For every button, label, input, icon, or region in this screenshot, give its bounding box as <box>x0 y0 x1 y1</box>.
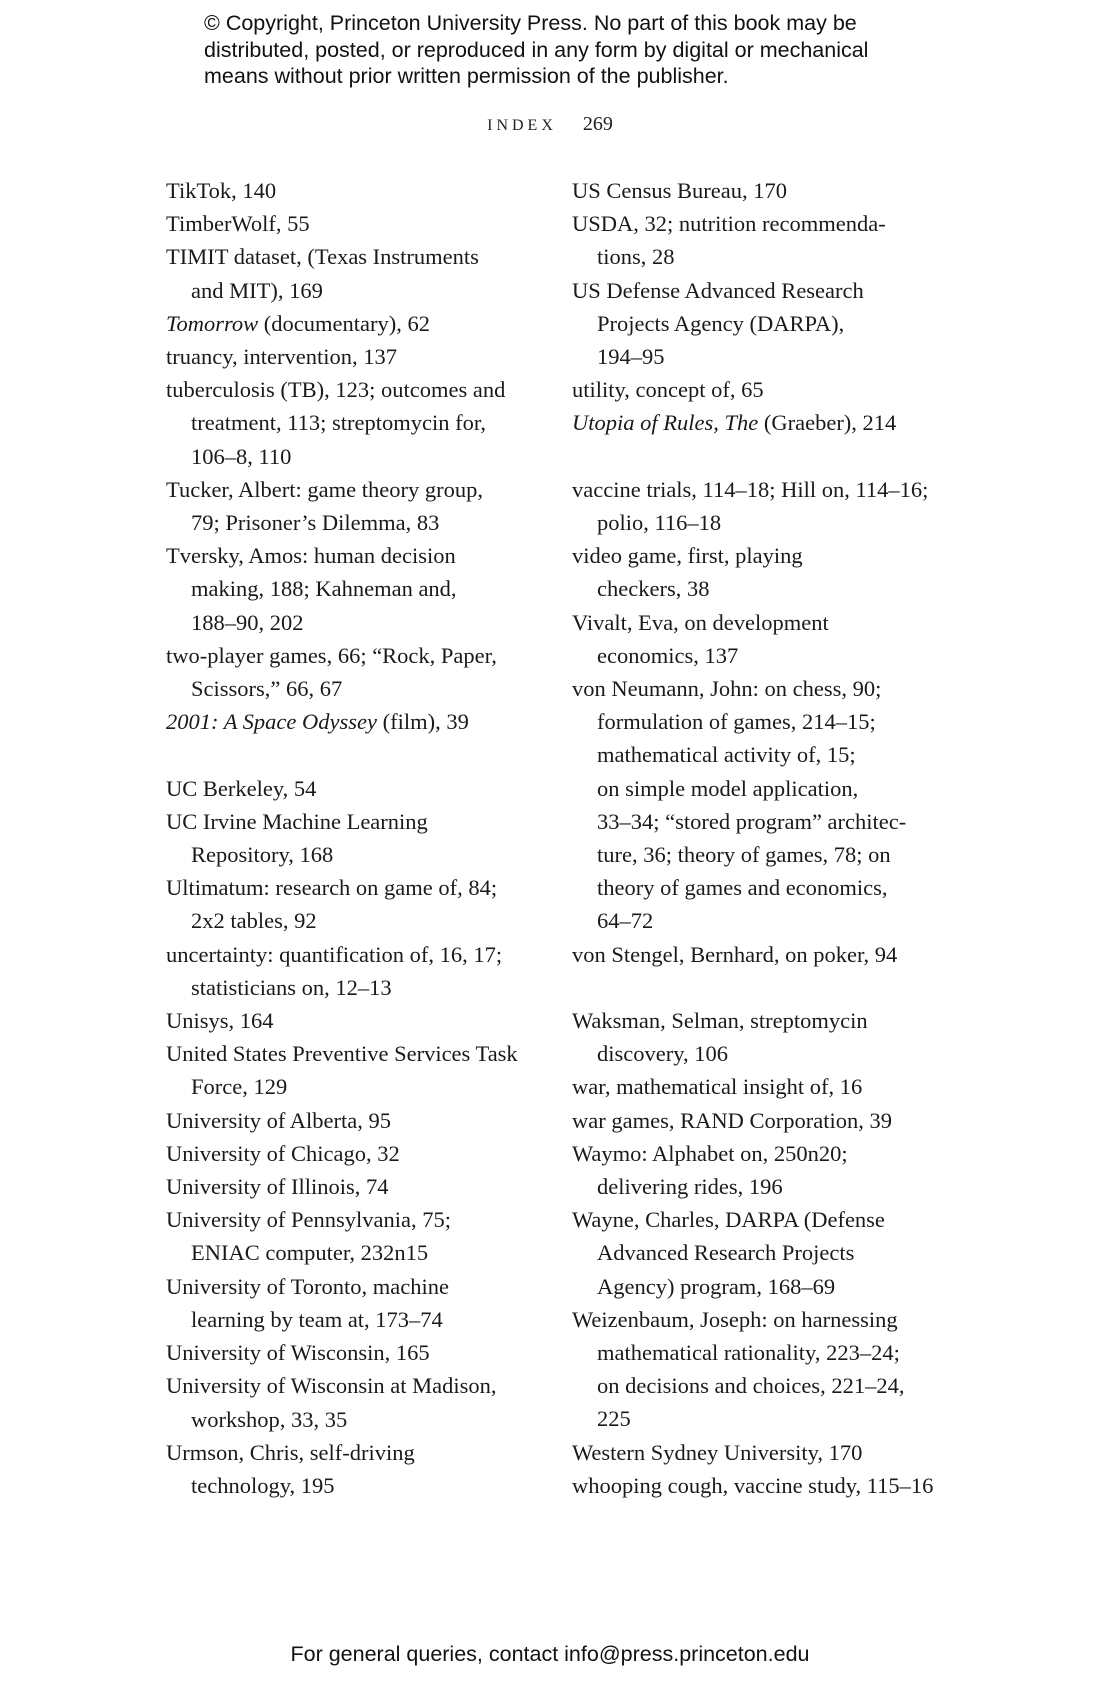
page-number: 269 <box>582 113 613 135</box>
footer-contact: For general queries, contact info@press.princeton.edu <box>290 1642 810 1666</box>
index-column-left <box>166 174 546 1502</box>
index-entry: Waymo: Alphabet on, 250n20; delivering rides, 196 <box>572 1140 848 1200</box>
section-gap <box>572 440 952 473</box>
index-entry: Waksman, Selman, streptomycin discovery, 106 <box>572 1008 868 1067</box>
index-entry <box>166 705 546 738</box>
index-entry: tuberculosis (TB), 123; outcomes and treatment, 113; streptomycin for, 106–8, 110 <box>166 377 506 469</box>
index-entry: whooping cough, vaccine study, 115–16 <box>572 1472 934 1498</box>
index-entry: von Neumann, John: on chess, 90; formulation of games, 214–15; mathematical activity of, 15; on simple model application, 33–34; “stored program” architec- ture, 36; theory of games, 78; on theory of games and economics, 64–72 <box>572 676 907 934</box>
index-entry: Unisys, 164 <box>166 1008 274 1034</box>
index-entry: University of Chicago, 32 <box>166 1140 400 1166</box>
index-entry-locator: (film), 39 <box>377 709 469 735</box>
index-column-right <box>572 174 952 1502</box>
index-entry: two-player games, 66; “Rock, Paper, Scissors,” 66, 67 <box>166 642 497 702</box>
index-entry: University of Pennsylvania, 75; ENIAC computer, 232n15 <box>166 1207 451 1266</box>
index-entry: Tversky, Amos: human decision making, 188; Kahneman and, 188–90, 202 <box>166 543 457 635</box>
index-entry: Western Sydney University, 170 <box>572 1439 863 1465</box>
index-entry-title: Tomorrow <box>166 310 259 336</box>
index-entry-locator: (Graeber), 214 <box>758 410 897 436</box>
index-entry: vaccine trials, 114–18; Hill on, 114–16; polio, 116–18 <box>572 476 929 536</box>
index-entry-title: 2001: A Space Odyssey <box>166 709 377 735</box>
index-entry: Wayne, Charles, DARPA (Defense Advanced Research Projects Agency) program, 168–69 <box>572 1207 885 1299</box>
index-entry: UC Irvine Machine Learning Repository, 168 <box>166 808 428 868</box>
index-entry: Weizenbaum, Joseph: on harnessing mathematical rationality, 223–24; on decisions and choices, 221–24, 225 <box>572 1306 905 1432</box>
index-entry: truancy, intervention, 137 <box>166 344 397 370</box>
index-entry: University of Wisconsin at Madison, workshop, 33, 35 <box>166 1373 497 1432</box>
index-entry: UC Berkeley, 54 <box>166 775 317 801</box>
index-entry: University of Wisconsin, 165 <box>166 1340 430 1366</box>
index-entry: University of Toronto, machine learning by team at, 173–74 <box>166 1273 449 1332</box>
index-entry: TikTok, 140 <box>166 178 277 203</box>
index-entry: war, mathematical insight of, 16 <box>572 1074 863 1100</box>
index-entry <box>166 307 546 340</box>
index-entry-title: Utopia of Rules, The <box>572 410 759 436</box>
index-entry: US Defense Advanced Research Projects Agency (DARPA), 194–95 <box>572 277 864 370</box>
index-entry: video game, first, playing checkers, 38 <box>572 543 803 602</box>
index-entry: utility, concept of, 65 <box>572 377 764 403</box>
index-entry: Vivalt, Eva, on development economics, 137 <box>572 609 829 668</box>
index-entry: University of Illinois, 74 <box>166 1174 389 1200</box>
index-entry: von Stengel, Bernhard, on poker, 94 <box>572 941 898 967</box>
index-entry: University of Alberta, 95 <box>166 1107 391 1133</box>
running-head <box>0 113 1100 136</box>
index-entry: USDA, 32; nutrition recommenda- tions, 28 <box>572 211 886 270</box>
index-entry: US Census Bureau, 170 <box>572 178 787 203</box>
index-entry: war games, RAND Corporation, 39 <box>572 1107 892 1133</box>
index-entry: Urmson, Chris, self-driving technology, 195 <box>166 1439 415 1498</box>
index-entry: TIMIT dataset, (Texas Instruments and MIT), 169 <box>166 244 479 303</box>
index-entry: United States Preventive Services Task Force, 129 <box>166 1041 518 1100</box>
index-entry: TimberWolf, 55 <box>166 211 310 237</box>
index-entry: Tucker, Albert: game theory group, 79; Prisoner’s Dilemma, 83 <box>166 476 483 536</box>
index-entry <box>572 406 952 439</box>
index-entry: Ultimatum: research on game of, 84; 2x2 tables, 92 <box>166 875 498 934</box>
index-entry: uncertainty: quantification of, 16, 17; statisticians on, 12–13 <box>166 941 503 1000</box>
section-gap <box>166 738 546 771</box>
copyright-notice: © Copyright, Princeton University Press. No part of this book may be distributed, posted, or reproduced in any form by digital or mechanical means without prior written permission of the publisher. <box>204 11 869 88</box>
index-entry-locator: (documentary), 62 <box>258 310 430 336</box>
running-head-title: INDEX <box>487 117 557 134</box>
section-gap <box>572 971 952 1004</box>
